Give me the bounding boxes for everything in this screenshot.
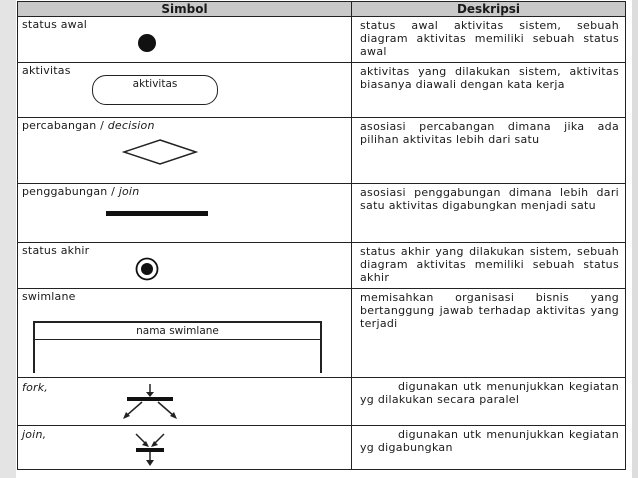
symbol-name: swimlane <box>22 290 76 303</box>
symbol-cell <box>18 378 352 426</box>
description-cell <box>352 378 626 426</box>
description-text: status akhir yang dilakukan sistem, sebuah diagram aktivitas memiliki sebuah status akhir <box>360 245 619 284</box>
swimlane-frame-icon <box>33 321 322 373</box>
symbol-cell <box>18 243 352 289</box>
description-text: asosiasi penggabungan dimana lebih dari satu aktivitas digabungkan menjadi satu <box>360 186 619 212</box>
description-cell <box>352 426 626 470</box>
swimlane-header: nama swimlane <box>35 323 320 340</box>
symbol-name-text: percabangan / <box>22 119 108 132</box>
join-icon <box>122 428 178 468</box>
description-text: memisahkan organisasi bisnis yang bertanggung jawab terhadap aktivitas yang terjadi <box>360 291 619 330</box>
description-text: aktivitas yang dilakukan sistem, aktivitas biasanya diawali dengan kata kerja <box>360 65 619 91</box>
table-row <box>18 63 626 118</box>
left-margin <box>0 0 16 478</box>
description-cell <box>352 118 626 184</box>
table-row <box>18 243 626 289</box>
description-cell <box>352 17 626 63</box>
symbol-name: status awal <box>22 18 88 31</box>
activity-shape <box>92 75 218 105</box>
symbol-cell <box>18 17 352 63</box>
description-text: digunakan utk menunjukkan kegiatan yg digabungkan <box>360 428 619 454</box>
description-cell <box>352 63 626 118</box>
decision-diamond-icon <box>122 138 198 166</box>
final-state-icon <box>134 256 160 282</box>
description-cell <box>352 243 626 289</box>
right-margin <box>632 0 638 478</box>
symbol-name-italic: join <box>118 185 140 198</box>
symbol-name-text: penggabungan / <box>22 185 119 198</box>
table-header-row <box>18 2 626 17</box>
join-bar-icon <box>106 211 208 216</box>
activity-shape-label: aktivitas <box>132 78 178 90</box>
symbol-name <box>22 119 155 132</box>
description-cell <box>352 184 626 243</box>
table-row <box>18 184 626 243</box>
table-row <box>18 118 626 184</box>
initial-state-icon <box>135 31 159 55</box>
header-description: Deskripsi <box>352 2 626 17</box>
header-symbol: Simbol <box>18 2 352 17</box>
symbol-name <box>22 428 46 441</box>
symbol-cell <box>18 426 352 470</box>
description-cell <box>352 289 626 378</box>
description-text: asosiasi percabangan dimana jika ada pilihan aktivitas lebih dari satu <box>360 120 619 146</box>
symbol-cell <box>18 289 352 378</box>
symbol-name <box>22 381 48 394</box>
symbol-cell <box>18 184 352 243</box>
table-row <box>18 289 626 378</box>
table-row <box>18 378 626 426</box>
symbol-name: aktivitas <box>22 64 71 77</box>
symbol-cell <box>18 63 352 118</box>
table-row <box>18 426 626 470</box>
description-text: status awal aktivitas sistem, sebuah diagram aktivitas memiliki sebuah status awal <box>360 19 619 58</box>
symbol-name-italic: join, <box>22 428 47 441</box>
fork-icon <box>114 382 186 422</box>
symbol-name: status akhir <box>22 244 90 257</box>
symbol-name-italic: fork, <box>22 381 48 394</box>
description-text: digunakan utk menunjukkan kegiatan yg dilakukan secara paralel <box>360 380 619 406</box>
symbol-cell <box>18 118 352 184</box>
symbol-name-italic: decision <box>107 119 155 132</box>
table-row <box>18 17 626 63</box>
symbol-name <box>22 185 139 198</box>
symbol-table <box>17 1 626 470</box>
